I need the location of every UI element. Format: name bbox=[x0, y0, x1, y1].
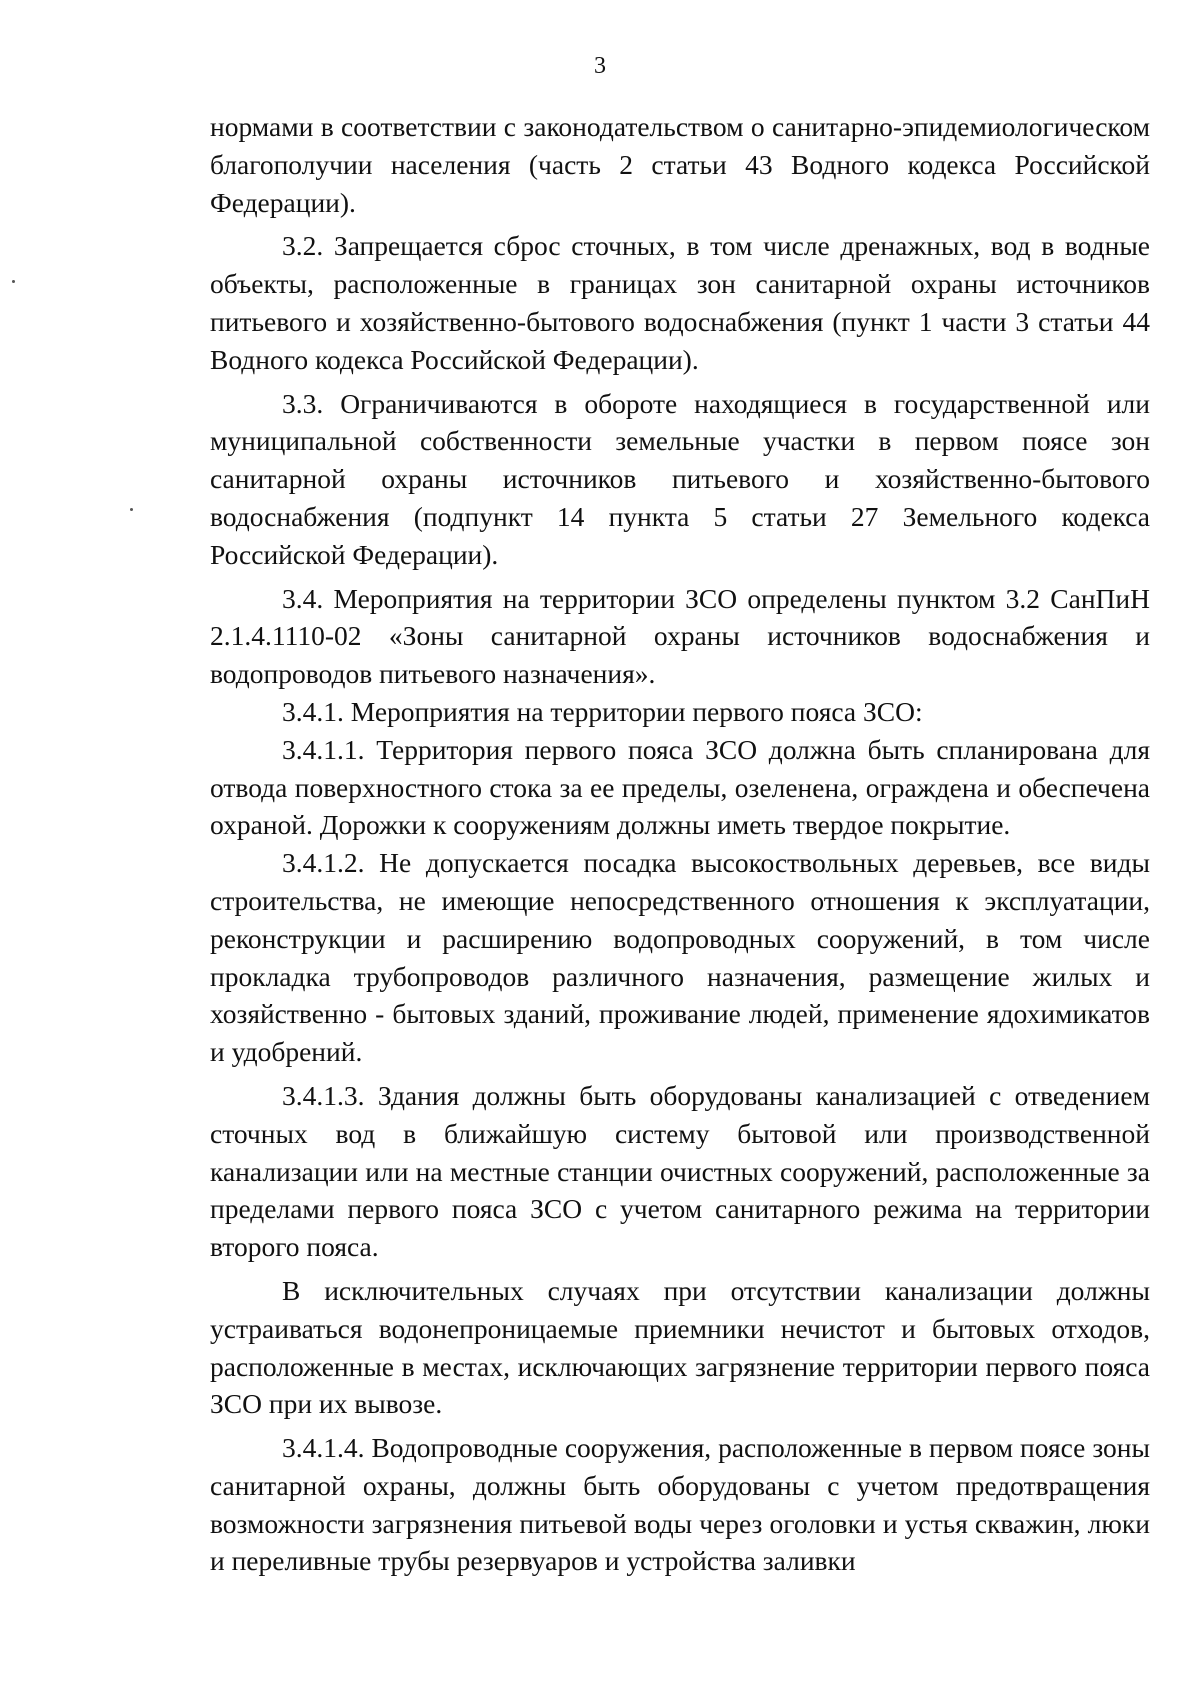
paragraph-exceptional-cases: В исключительных случаях при отсутствии канализации должны устраиваться водонепроницаемые приемники нечистот и бытовых отходов, расположенные в местах, исключающих загрязнение территории первого пояса ЗСО при их вывозе. bbox=[210, 1274, 1150, 1420]
paragraph-3-2: 3.2. Запрещается сброс сточных, в том числе дренажных, вод в водные объекты, расположенные в границах зон санитарной охраны источников питьевого и хозяйственно-бытового водоснабжения (пункт 1 части 3 статьи 44 Водного кодекса Российской Федерации). bbox=[210, 230, 1150, 375]
paragraph-3-4-1: 3.4.1. Мероприятия на территории первого пояса ЗСО: bbox=[282, 695, 923, 727]
scan-speck bbox=[130, 508, 133, 511]
paragraph-3-4-1-3: 3.4.1.3. Здания должны быть оборудованы канализацией с отведением сточных вод в ближайшую систему бытовой или производственной канализации или на местные станции очистных сооружений, расположенные за пределами первого пояса ЗСО с учетом санитарного режима на территории второго пояса. bbox=[210, 1079, 1150, 1263]
paragraph-continuation: нормами в соответствии с законодательством о санитарно-эпидемиологическом благополучии населения (часть 2 статьи 43 Водного кодекса Российской Федерации). bbox=[210, 111, 1150, 218]
paragraph-3-4-1-4: 3.4.1.4. Водопроводные сооружения, расположенные в первом поясе зоны санитарной охраны, должны быть оборудованы с учетом предотвращения возможности загрязнения питьевой воды через оголовки и устья скважин, люки и переливные трубы резервуаров и устройства заливки bbox=[210, 1432, 1150, 1577]
paragraph-3-4-1-2: 3.4.1.2. Не допускается посадка высокоствольных деревьев, все виды строительства, не имеющие непосредственного отношения к эксплуатации, реконструкции и расширению водопроводных сооружений, в том числе прокладка трубопроводов различного назначения, размещение жилых и хозяйственно - бытовых зданий, проживание людей, применение ядохимикатов и удобрений. bbox=[210, 847, 1150, 1068]
document-body bbox=[210, 108, 1150, 1580]
paragraph-3-3: 3.3. Ограничиваются в обороте находящиеся в государственной или муниципальной собственности земельные участки в первом поясе зон санитарной охраны источников питьевого и хозяйственно-бытового водоснабжения (подпункт 14 пункта 5 статьи 27 Земельного кодекса Российской Федерации). bbox=[210, 387, 1150, 570]
scan-speck bbox=[12, 280, 15, 283]
paragraph-3-4-1-1: 3.4.1.1. Территория первого пояса ЗСО должна быть спланирована для отвода поверхностного стока за ее пределы, озеленена, ограждена и обеспечена охраной. Дорожки к сооружениям должны иметь твердое покрытие. bbox=[210, 733, 1150, 841]
page-number: 3 bbox=[594, 53, 606, 79]
paragraph-3-4: 3.4. Мероприятия на территории ЗСО определены пунктом 3.2 СанПиН 2.1.4.1110-02 «Зоны санитарной охраны источников водоснабжения и водопроводов питьевого назначения». bbox=[210, 582, 1150, 690]
